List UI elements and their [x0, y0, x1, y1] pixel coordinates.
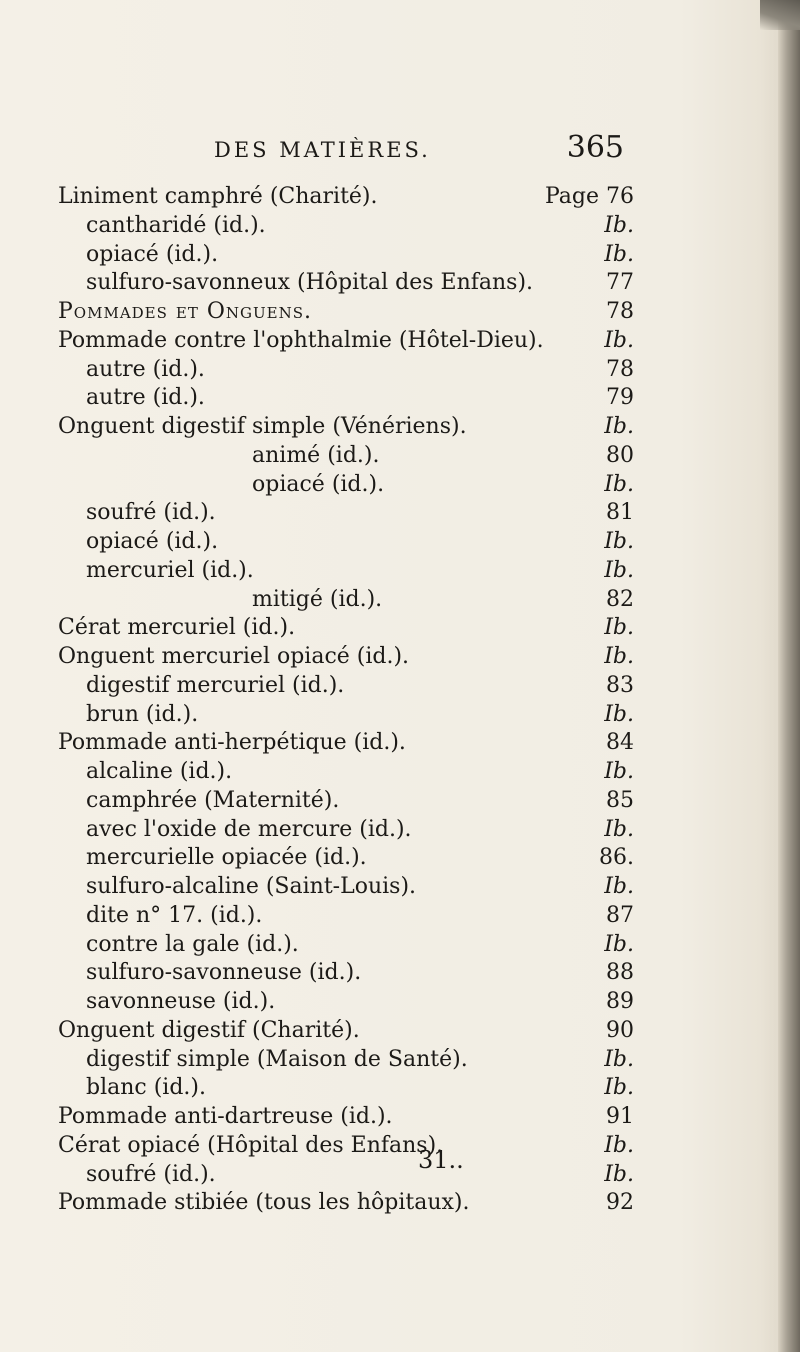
- index-entry: [58, 787, 634, 816]
- entry-page-number: 87: [606, 902, 634, 928]
- entry-title: soufré (id.).: [86, 500, 216, 526]
- entry-page-number: Ib.: [604, 1075, 634, 1101]
- page-edge-shadow: [778, 0, 800, 1352]
- index-entry: [58, 931, 634, 960]
- index-entry: [58, 672, 634, 701]
- entry-title: autre (id.).: [86, 385, 205, 411]
- entry-title: digestif simple (Maison de Santé).: [86, 1046, 468, 1072]
- index-entry: [58, 988, 634, 1017]
- index-entry: [58, 528, 634, 557]
- entry-title: camphrée (Maternité).: [86, 787, 340, 813]
- signature-mark: 31..: [418, 1146, 464, 1174]
- index-entry: [58, 269, 634, 298]
- running-title: DES MATIÈRES.: [214, 138, 431, 162]
- entry-title: cantharidé (id.).: [86, 212, 266, 238]
- index-entry: [58, 298, 634, 327]
- entry-page-number: 89: [606, 989, 634, 1014]
- index-entry: [58, 442, 634, 471]
- entry-page-number: 78: [606, 356, 634, 382]
- entry-title: sulfuro-savonneuse (id.).: [86, 960, 362, 986]
- entry-page-number: 84: [606, 730, 634, 756]
- entry-title: avec l'oxide de mercure (id.).: [86, 816, 412, 842]
- entry-page-number: Ib.: [604, 816, 634, 842]
- entry-page-number: Ib.: [604, 874, 634, 899]
- entry-title: mitigé (id.).: [252, 586, 383, 612]
- entry-title: mercurielle opiacée (id.).: [86, 845, 367, 871]
- index-entry: [58, 1046, 634, 1075]
- index-entry: [58, 614, 634, 643]
- page-corner-shadow: [760, 0, 800, 30]
- index-entry-list: [58, 183, 634, 1218]
- entry-page-number: 80: [606, 442, 634, 468]
- entry-page-number: Ib.: [604, 759, 634, 784]
- entry-title: Onguent mercuriel opiacé (id.).: [58, 644, 410, 669]
- entry-page-number: Ib.: [604, 644, 634, 669]
- index-entry: [58, 1074, 634, 1103]
- entry-page-number: 78: [606, 299, 634, 324]
- entry-title: soufré (id.).: [86, 1161, 216, 1187]
- entry-title: savonneuse (id.).: [86, 989, 276, 1014]
- page-header: [214, 130, 624, 170]
- entry-page-number: Ib.: [604, 471, 634, 497]
- entry-page-number: Ib.: [604, 615, 634, 641]
- entry-page-number: 79: [606, 385, 634, 411]
- entry-title: animé (id.).: [252, 442, 380, 468]
- entry-title: Pommade anti-dartreuse (id.).: [58, 1104, 393, 1129]
- entry-page-number: Ib.: [604, 1132, 634, 1158]
- page-number: 365: [566, 130, 624, 165]
- index-entry: [58, 356, 634, 385]
- index-entry: [58, 902, 634, 931]
- index-entry: [58, 816, 634, 845]
- index-entry: [58, 471, 634, 500]
- entry-title: dite n° 17. (id.).: [86, 902, 263, 928]
- index-entry: [58, 1103, 634, 1132]
- entry-title: brun (id.).: [86, 701, 199, 727]
- entry-title: digestif mercuriel (id.).: [86, 672, 345, 698]
- entry-page-number: Ib.: [604, 931, 634, 957]
- entry-title: Pommades et Onguens.: [58, 299, 312, 324]
- entry-title: contre la gale (id.).: [86, 931, 299, 957]
- index-entry: [58, 729, 634, 758]
- index-entry: [58, 1189, 634, 1218]
- index-entry: [58, 212, 634, 241]
- entry-page-number: Ib.: [604, 1161, 634, 1187]
- index-entry: [58, 1161, 634, 1190]
- entry-page-number: 81: [606, 500, 634, 526]
- entry-page-number: Ib.: [604, 557, 634, 583]
- index-entry: [58, 1132, 634, 1161]
- entry-page-number: Ib.: [604, 414, 634, 439]
- index-entry: [58, 758, 634, 787]
- index-entry: [58, 643, 634, 672]
- entry-page-number: Ib.: [604, 327, 634, 353]
- entry-title: Liniment camphré (Charité).: [58, 184, 378, 209]
- index-entry: [58, 586, 634, 615]
- entry-title: sulfuro-alcaline (Saint-Louis).: [86, 874, 417, 899]
- entry-page-number: Page 76: [544, 184, 634, 209]
- entry-title: Cérat opiacé (Hôpital des Enfans).: [58, 1132, 444, 1158]
- entry-page-number: Ib.: [604, 529, 634, 554]
- entry-title: alcaline (id.).: [86, 759, 233, 784]
- index-entry: [58, 557, 634, 586]
- entry-title: Cérat mercuriel (id.).: [58, 615, 296, 641]
- entry-title: mercuriel (id.).: [86, 557, 254, 583]
- index-entry: [58, 413, 634, 442]
- index-entry: [58, 1017, 634, 1046]
- index-entry: [58, 183, 634, 212]
- index-entry: [58, 384, 634, 413]
- entry-title: Onguent digestif (Charité).: [58, 1017, 360, 1043]
- entry-page-number: Ib.: [604, 241, 634, 267]
- entry-title: Pommade stibiée (tous les hôpitaux).: [58, 1190, 470, 1216]
- entry-title: Pommade anti-herpétique (id.).: [58, 730, 406, 756]
- entry-page-number: Ib.: [604, 701, 634, 727]
- index-entry: [58, 241, 634, 270]
- entry-title: Onguent digestif simple (Vénériens).: [58, 414, 467, 439]
- entry-title: opiacé (id.).: [86, 241, 219, 267]
- entry-page-number: 90: [606, 1017, 634, 1043]
- entry-page-number: 88: [606, 960, 634, 986]
- index-entry: [58, 701, 634, 730]
- entry-page-number: 82: [606, 586, 634, 612]
- entry-page-number: 77: [606, 270, 634, 296]
- index-entry: [58, 844, 634, 873]
- entry-page-number: Ib.: [604, 212, 634, 238]
- entry-page-number: 91: [606, 1104, 634, 1129]
- entry-page-number: 83: [606, 672, 634, 698]
- entry-title: opiacé (id.).: [252, 471, 385, 497]
- entry-page-number: Ib.: [604, 1046, 634, 1072]
- entry-page-number: 86.: [599, 845, 634, 871]
- entry-page-number: 85: [606, 787, 634, 813]
- index-entry: [58, 499, 634, 528]
- index-entry: [58, 327, 634, 356]
- index-entry: [58, 873, 634, 902]
- index-entry: [58, 959, 634, 988]
- entry-title: blanc (id.).: [86, 1075, 206, 1101]
- entry-title: autre (id.).: [86, 356, 205, 382]
- entry-title: Pommade contre l'ophthalmie (Hôtel-Dieu).: [58, 327, 544, 353]
- entry-title: sulfuro-savonneux (Hôpital des Enfans).: [86, 270, 534, 296]
- entry-page-number: 92: [606, 1190, 634, 1216]
- entry-title: opiacé (id.).: [86, 529, 219, 554]
